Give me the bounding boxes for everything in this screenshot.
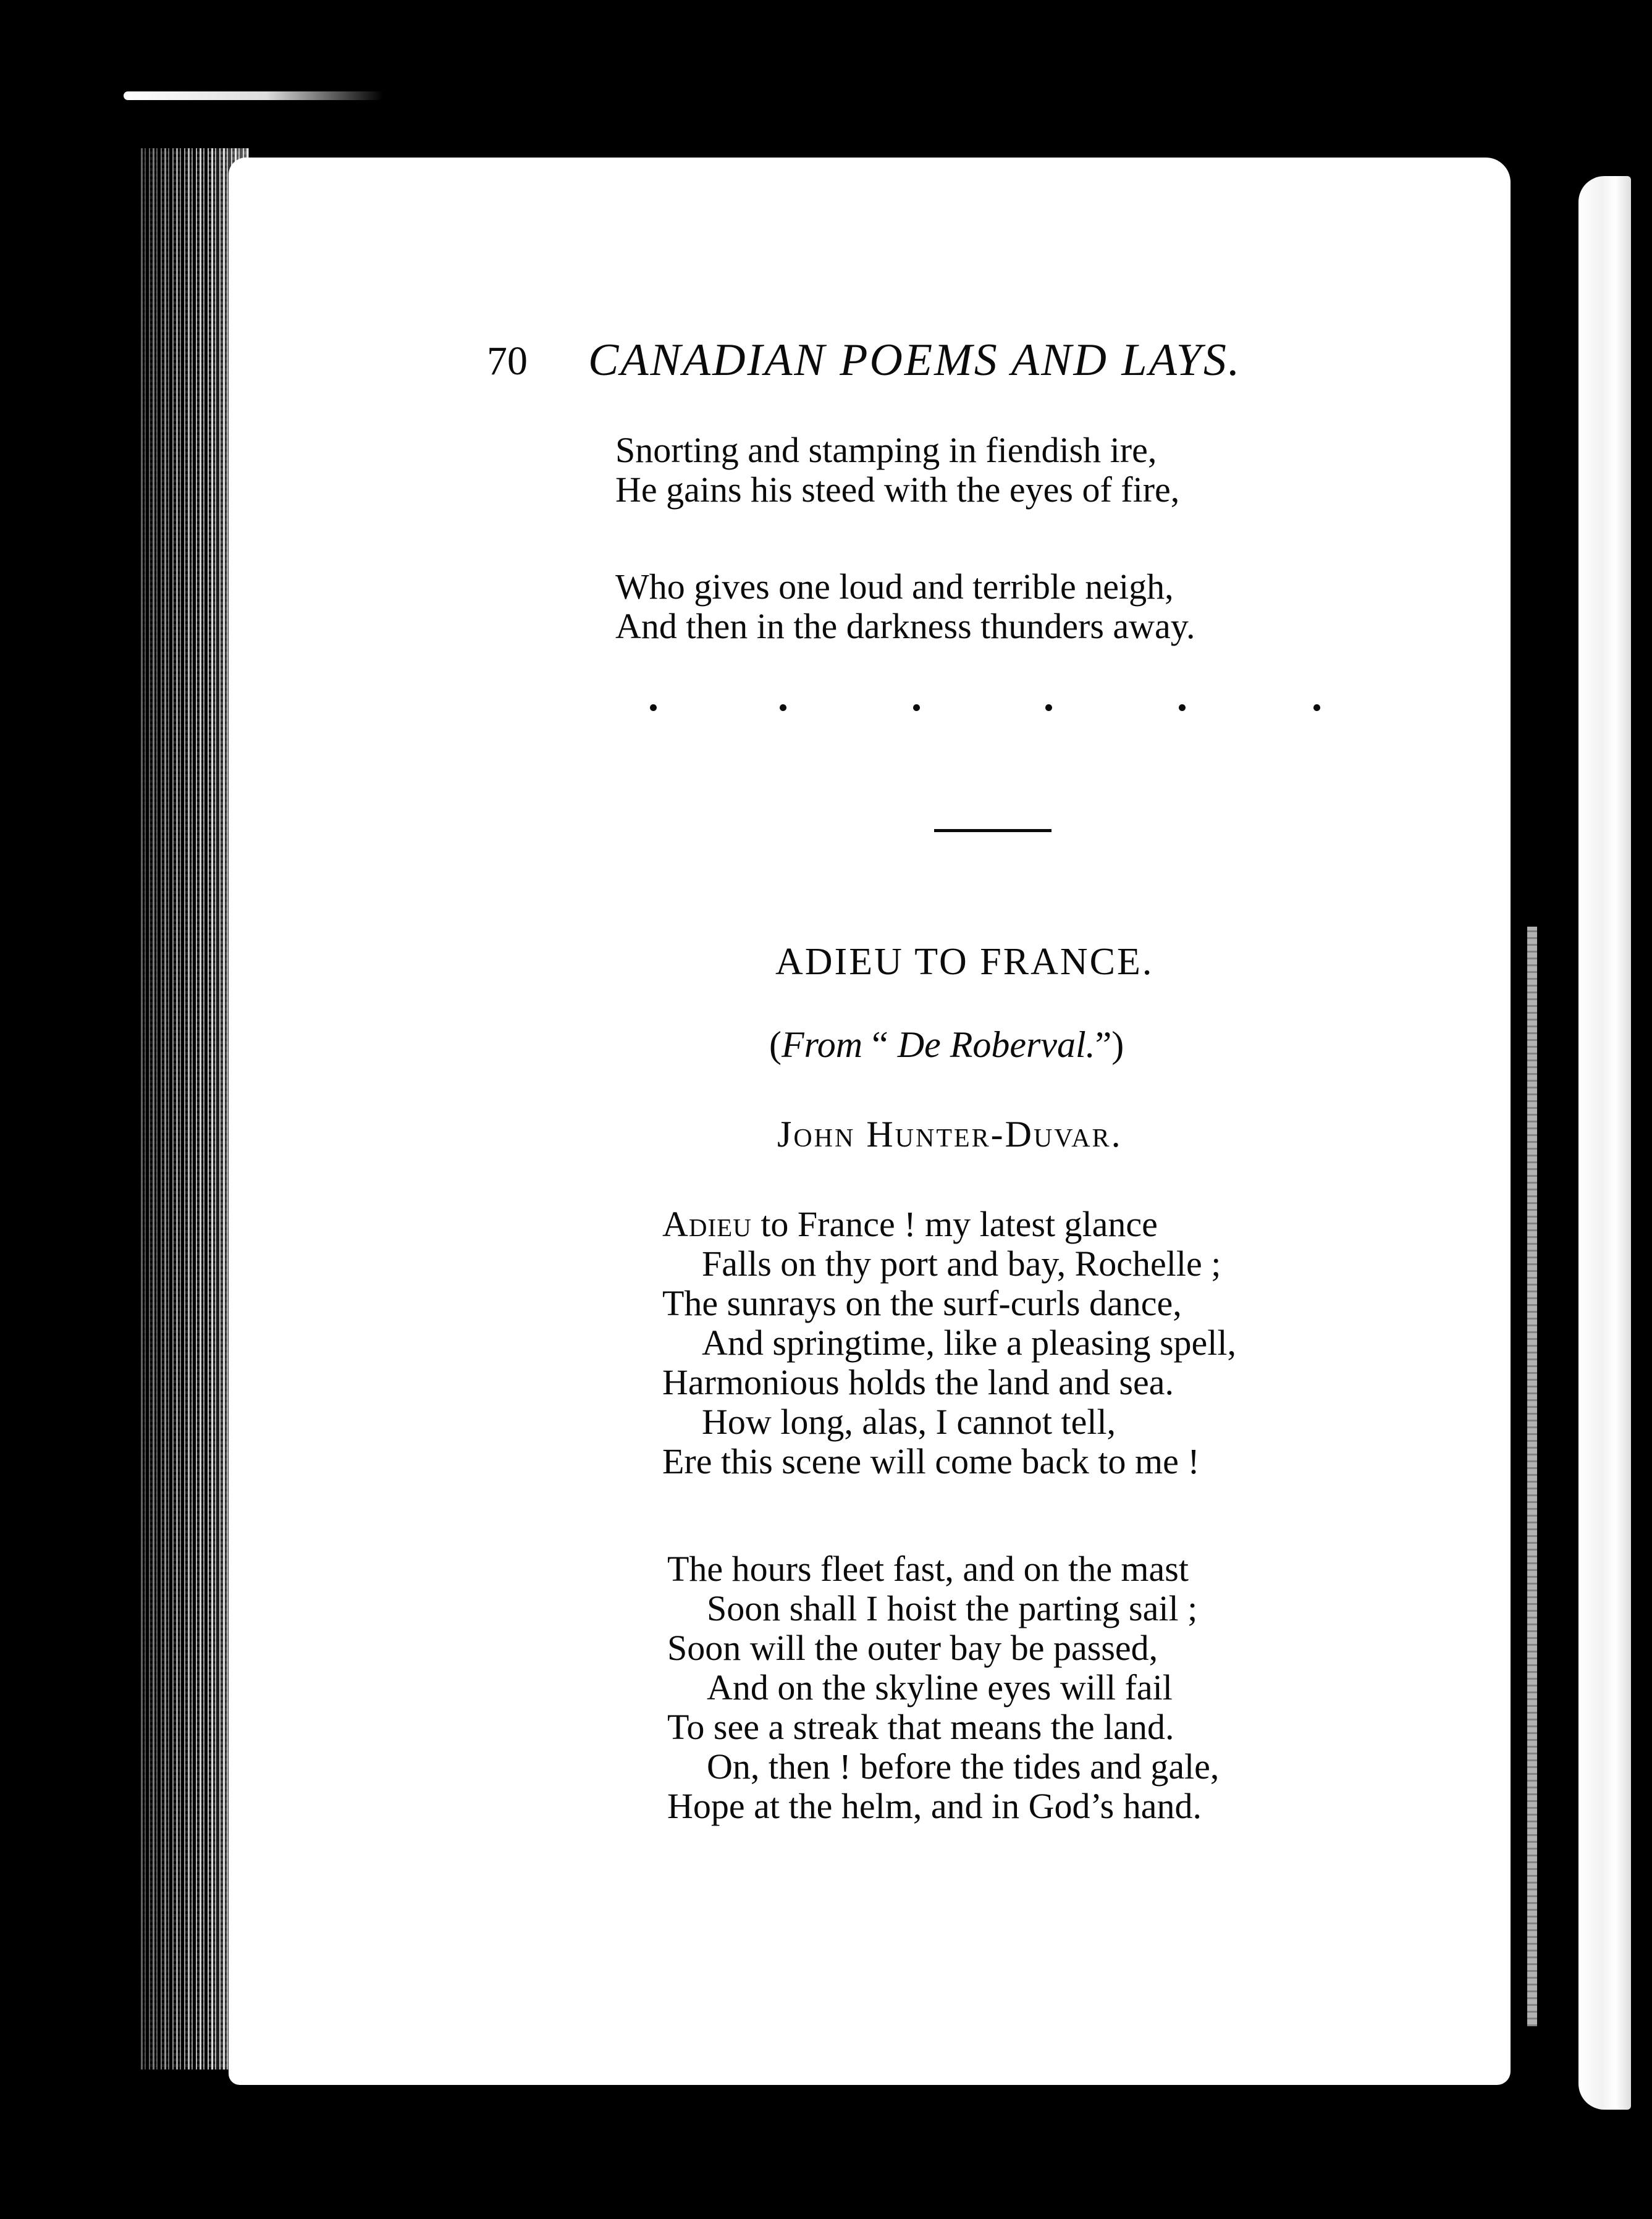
poem-source <box>769 1022 1124 1067</box>
poem-line: Hope at the helm, and in God’s hand. <box>667 1786 1202 1826</box>
poem-line: How long, alas, I cannot tell, <box>702 1402 1116 1442</box>
poem-line: He gains his steed with the eyes of fire, <box>615 469 1180 510</box>
poem-line: To see a streak that means the land. <box>667 1707 1174 1747</box>
ellipsis-dot <box>1045 704 1052 711</box>
poem-line: On, then ! before the tides and gale, <box>707 1746 1220 1787</box>
ellipsis-dot <box>1313 704 1320 711</box>
ellipsis-dot <box>780 704 786 711</box>
poem-line: And springtime, like a pleasing spell, <box>702 1323 1237 1363</box>
source-from: From <box>781 1024 863 1065</box>
page-number: 70 <box>487 339 528 384</box>
poem-line: The hours fleet fast, and on the mast <box>667 1549 1189 1589</box>
scan-top-streak <box>124 91 383 100</box>
poem-line <box>662 1205 1236 1244</box>
ellipsis-dot <box>650 704 657 711</box>
poem-line: Snorting and stamping in fiendish ire, <box>615 430 1157 470</box>
poem-title: ADIEU TO FRANCE. <box>775 941 1154 983</box>
poem-line: Soon shall I hoist the parting sail ; <box>707 1588 1198 1628</box>
source-work: De Roberval. <box>897 1024 1095 1065</box>
poem-line: Ere this scene will come back to me ! <box>662 1441 1200 1481</box>
poem-author: John Hunter-Duvar. <box>777 1114 1123 1155</box>
source-quote-close: ”) <box>1095 1024 1124 1065</box>
poem-line: Who gives one loud and terrible neigh, <box>615 566 1174 607</box>
poem-stanza-1 <box>662 1205 1236 1481</box>
ellipsis-dots <box>643 698 1341 717</box>
ellipsis-dot <box>1179 704 1186 711</box>
poem-line: Falls on thy port and bay, Rochelle ; <box>702 1244 1221 1284</box>
page-edge-texture <box>1527 927 1537 2026</box>
poem-stanza-2 <box>667 1549 1219 1826</box>
poem-line-text: to France ! my latest glance <box>751 1204 1158 1244</box>
poem-line: The sunrays on the surf-curls dance, <box>662 1283 1182 1323</box>
ellipsis-dot <box>913 704 920 711</box>
source-quote-open: “ <box>862 1024 898 1065</box>
previous-poem-stanza-2 <box>615 567 1195 646</box>
section-divider-rule <box>934 829 1051 832</box>
poem-line: Soon will the outer bay be passed, <box>667 1628 1158 1668</box>
poem-line: And then in the darkness thunders away. <box>615 606 1195 646</box>
poem-line: And on the skyline eyes will fail <box>707 1667 1173 1707</box>
next-page-edge <box>1578 176 1631 2110</box>
previous-poem-stanza-1 <box>615 431 1179 510</box>
poem-first-word: Adieu <box>662 1204 752 1244</box>
running-title: CANADIAN POEMS AND LAYS. <box>588 335 1242 385</box>
poem-line: Harmonious holds the land and sea. <box>662 1362 1174 1402</box>
source-paren: ( <box>769 1024 782 1065</box>
